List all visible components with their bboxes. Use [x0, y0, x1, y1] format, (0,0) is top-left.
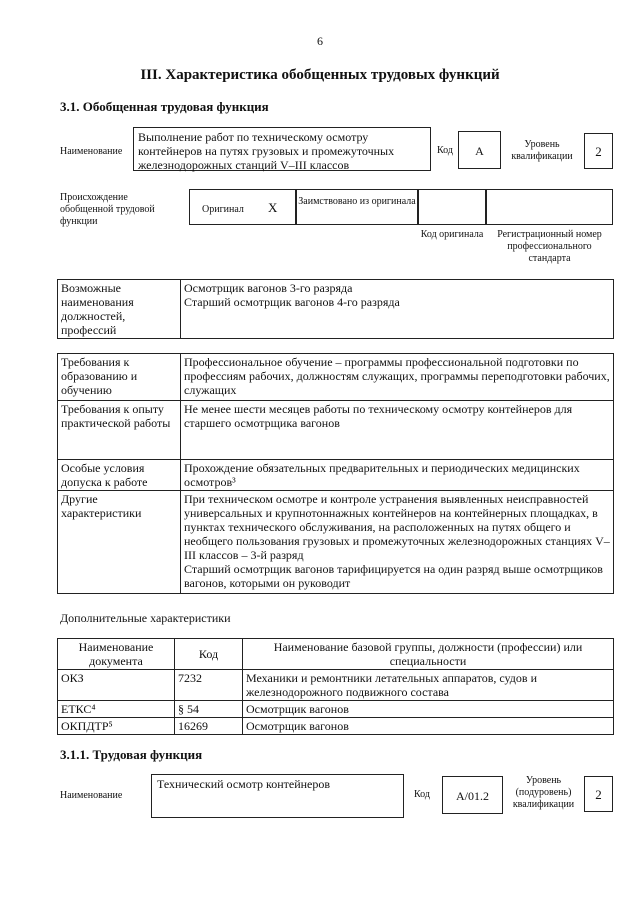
- requirement-label: Другие характеристики: [58, 491, 181, 594]
- requirements-row: [58, 460, 614, 491]
- requirements-row: [58, 354, 614, 401]
- requirement-label: Требования к опыту практической работы: [58, 401, 181, 460]
- requirements-table: [57, 353, 614, 594]
- s311-level-value: 2: [584, 776, 613, 812]
- s311-code-label: Код: [414, 789, 430, 800]
- s31-origin-label: Происхождение обобщенной трудовой функции: [60, 192, 155, 227]
- table-row: [58, 701, 614, 718]
- s31-code-value: А: [458, 131, 501, 169]
- s31-name-value: Выполнение работ по техническому осмотру контейнеров на путях грузовых и промежуточных железнодорожных станций V–III классов: [133, 127, 431, 171]
- s31-level-value: 2: [584, 133, 613, 169]
- positions-table: [57, 279, 614, 339]
- requirements-row: [58, 401, 614, 460]
- requirement-value-main: При техническом осмотре и контроле устранения выявленных неисправностей универсальных и крупнотоннажных контейнеров на контейнерных площадках, в пунктах технического обслуживания, на расположенных на путях общего и необщего пользования грузовых и промежуточных железнодорожных станциях V–III классов – 3-й разряд: [184, 492, 610, 562]
- header-code: Код: [175, 639, 243, 670]
- requirement-value: Не менее шести месяцев работы по техническому осмотру контейнеров для старшего осмотрщика вагонов: [181, 401, 614, 460]
- cell-code: 16269: [175, 718, 243, 735]
- cell-group: Осмотрщик вагонов: [243, 718, 614, 735]
- cell-code: 7232: [175, 670, 243, 701]
- s31-borrowed-cell: Заимствовано из оригинала: [296, 189, 418, 225]
- additional-header-row: [58, 639, 614, 670]
- cell-group: Механики и ремонтники летательных аппаратов, судов и железнодорожного подвижного состава: [243, 670, 614, 701]
- header-group: Наименование базовой группы, должности (профессии) или специальности: [243, 639, 614, 670]
- s31-code-orig-label: Код оригинала: [420, 229, 484, 240]
- additional-table: [57, 638, 614, 735]
- header-doc: Наименование документа: [58, 639, 175, 670]
- s31-code-label: Код: [437, 145, 453, 156]
- requirement-value: Прохождение обязательных предварительных и периодических медицинских осмотров³: [181, 460, 614, 491]
- s311-heading: 3.1.1. Трудовая функция: [60, 747, 203, 762]
- s311-name-value: Технический осмотр контейнеров: [151, 774, 404, 818]
- cell-doc: ОКПДТР⁵: [58, 718, 175, 735]
- table-row: [58, 718, 614, 735]
- s31-heading: 3.1. Обобщенная трудовая функция: [60, 99, 269, 114]
- s31-original-label: Оригинал: [202, 204, 244, 215]
- requirement-value-extra: Старший осмотрщик вагонов тарифицируется на один разряд выше осмотрщиков вагонов, которыми он руководит: [184, 562, 603, 590]
- s31-code-orig-cell: [418, 189, 486, 225]
- requirements-row: [58, 491, 614, 594]
- s311-code-value: А/01.2: [442, 776, 503, 814]
- s311-name-label: Наименование: [60, 790, 123, 801]
- table-row: [58, 670, 614, 701]
- requirement-value: Профессиональное обучение – программы профессиональной подготовки по профессиям рабочих, должностям служащих, программы переподготовки рабочих, служащих: [181, 354, 614, 401]
- s31-reg-cell: [486, 189, 613, 225]
- s31-original-mark: X: [268, 200, 278, 215]
- requirement-value: [181, 491, 614, 594]
- section-title: III. Характеристика обобщенных трудовых функций: [140, 67, 500, 83]
- page-number: 6: [317, 34, 323, 48]
- additional-title: Дополнительные характеристики: [60, 611, 231, 625]
- s31-name-label: Наименование: [60, 146, 123, 157]
- cell-code: § 54: [175, 701, 243, 718]
- cell-doc: ОКЗ: [58, 670, 175, 701]
- positions-value-2: Старший осмотрщик вагонов 4-го разряда: [184, 295, 400, 309]
- requirement-label: Особые условия допуска к работе: [58, 460, 181, 491]
- cell-group: Осмотрщик вагонов: [243, 701, 614, 718]
- cell-doc: ЕТКС⁴: [58, 701, 175, 718]
- positions-label: Возможные наименования должностей, профессий: [58, 280, 181, 339]
- s31-original-cell: [189, 189, 296, 225]
- s31-level-label: Уровень квалификации: [511, 139, 573, 162]
- s31-reg-label: Регистрационный номер профессионального стандарта: [497, 229, 602, 264]
- s311-level-label: Уровень (подуровень) квалификации: [512, 775, 575, 810]
- positions-value-1: Осмотрщик вагонов 3-го разряда: [184, 281, 353, 295]
- requirement-label: Требования к образованию и обучению: [58, 354, 181, 401]
- positions-value: [181, 280, 614, 339]
